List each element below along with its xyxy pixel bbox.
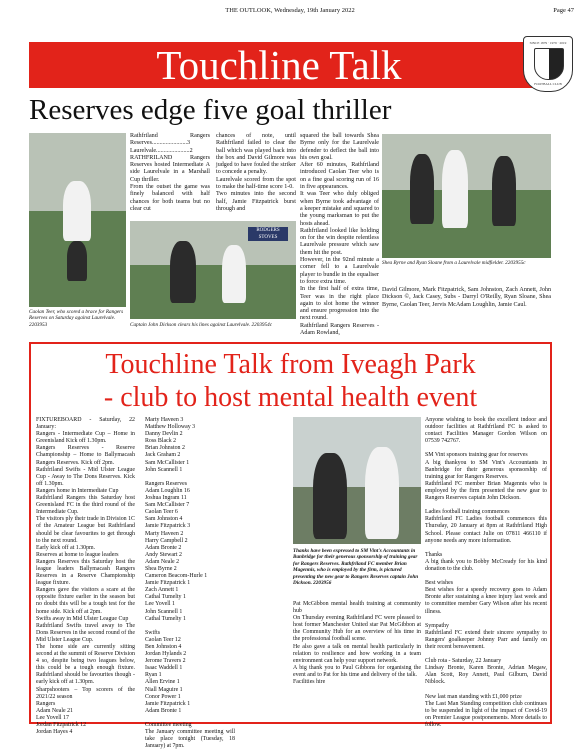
club-crest bbox=[523, 36, 573, 92]
photo-training-gear bbox=[293, 417, 421, 544]
photo-caolan-teer bbox=[29, 133, 126, 307]
crest-tag: SINCE 1879 · 1979 · 2019 bbox=[529, 41, 567, 45]
photo1-caption: Caolan Teer, who scored a brace for Rangers Reserves on Saturday against Laurelvale. 2203953 bbox=[29, 309, 124, 328]
article2-headline: Touchline Talk from Iveagh Park - club to host mental health event bbox=[103, 349, 478, 413]
page-number: Page 47 bbox=[553, 7, 574, 14]
crest-bottom: FOOTBALL CLUB bbox=[534, 82, 562, 86]
article2-column-3: Pat McGibbon mental health training at community hub On Thursday evening Rathfriland FC were pleased to host former Manchester United star Pat McGibbon at the Community Hub for an overview of his time in the professional football scene. He also gave a talk on mental health particularly in relation to resilience and how working in a team environment can help your support network. A big thank you to Paul Gibbons for organising the event and to Pat for his time and delivery of the talk. Facilities hire bbox=[293, 601, 421, 686]
article1-headline: Reserves edge five goal thriller bbox=[29, 94, 392, 126]
touchline-banner bbox=[29, 42, 552, 88]
photo2-sign: RODGERS STOVES bbox=[248, 227, 288, 241]
photo3-caption: Shea Byrne and Ryan Sloane from a Laurelvale midfielder. 2203955c bbox=[382, 260, 526, 266]
article1-column-3: squared the ball towards Shea Byrne only for the Laurelvale defender to deflect the ball into his own goal. After 60 minutes, Rathfriland introduced Caolan Teer who is on a fine goal scoring run of 16 in five appearances. It was Teer who duly obliged when Byrne took advantage of a keeper mistake and squared to the young marksman to put the hosts ahead. Rathfriland looked like holding on for the win despite relentless Laurelvale pressure which saw them hit the post. However, in the 92nd minute a corner fell to a Laurelvale player to bundle in the equaliser to force extra time. In the first half of extra time, Teer was in the right place again to slot home the winner and ensure progression into the next round. Rathfriland Rangers Reserves - Adam Rowland, bbox=[300, 133, 379, 337]
article2-photo-caption: Thanks have been expressed to SM Vint's Accountants in Banbridge for their generous sponsorship of training gear for Rangers Reserves. Rathfriland FC member Brian Magennis, who is employed by the firm, is pictured presenting the new gear to Rangers Reserves captain John Dickson. 2203956 bbox=[293, 548, 419, 587]
article1-column-2: chances of note, until Rathfriland failed to clear the ball which was played back into the box and David Gilmore was judged to have fouled the striker to concede a penalty. Laurelvale scored from the spot to make the half-time score 1-0. Two minutes into the second half, Jamie Fitzpatrick burst through and bbox=[216, 133, 296, 212]
article2-column-4: Anyone wishing to book the excellent indoor and outdoor facilities at Rathfriland FC is asked to contact Facilities Manager Gordon Wilson on 07539 742767. SM Vint sponsors training gear for reserves A big thankyou to SM Vint's Accountants in Banbridge for their generous sponsorship of training gear for Rangers Reserves. Rathfriland FC member Brian Magennis who is employed by the firm presented the new gear to Rangers Reserves captain John Dickson. Ladies football training commences Rathfriland FC Ladies football commences this Thursday, 20 January at 8pm at Rathfriland High School. Please contact Julie on 07811 466110 if anyone needs any more information. Thanks A big thank you to Bobby McCready for his kind donation to the club. Best wishes Best wishes for a speedy recovery goes to Adam Bronte after sustaining a knee injury last week and to committee member Gary Wilson after his recent illness. Sympathy Rathfriland FC extend their sincere sympathy to Rangers' goalkeeper Johnny Parr and family on their recent bereavement. Club rota - Saturday, 22 January Lindsay Bronte, Karen Bronte, Adrian Megaw, Alan Scott, Roy Annett, Paul Gilburn, David Niblock. New last man standing with £1,000 prize The Last Man Standing competition club continues to be suspended in light of the impact of Covid-19 on Premier League postponements. More details to follow. bbox=[425, 417, 547, 729]
photo2-caption: Captain John Dickson clears his lines against Laurelvale. 2203954c bbox=[130, 322, 273, 328]
shield-icon bbox=[534, 48, 564, 80]
page-header bbox=[0, 5, 580, 19]
banner-title: Touchline Talk bbox=[156, 42, 402, 88]
article1-column-1: Rathfriland Rangers Reserves.......................3 Laurelvale......................2 RATHFRILAND Rangers Reserves hosted Intermediate A side Laurelvale in a Marshall Cup thriller. From the outset the game was finely balanced with half chances for both teams but no clear cut bbox=[130, 133, 210, 212]
article1-column-4: David Gilmore, Mark Fitzpatrick, Sam Johnston, Zach Annett, John Dickson ©, Jack Casey, Subs - Darryl O'Reilly, Ryan Sloane, Shea Byrne, Caolan Teer, Jervis McAdam Loughlin, Jamie Caul. bbox=[382, 287, 551, 308]
publication-line: THE OUTLOOK, Wednesday, 19th January 2022 bbox=[225, 7, 355, 14]
photo-shea-byrne bbox=[382, 134, 551, 258]
article2-column-1: FIXTUREBOARD - Saturday, 22 January: Rangers - Intermediate Cup – Home in Greenisland Kick off 1.30pm. Rangers Reserves - Reserve Championship – Home to Ballymacash Rangers Reserves. Kick off 2pm. Rathfriland Swifts - Mid Ulster League Cup - Away to The Dons Reserves. Kick off 1.30pm. Rangers home in Intermediate Cup Rathfriland Rangers this Saturday host Greenisland FC in the third round of the Intermediate Cup. The visitors ply their trade in Division 1C of the Amateur League but Rathfriland should be clear favourites to get through to the next round. Early kick off at 1.30pm. Reserves at home to league leaders Rangers Reserves this Saturday host the league leaders Ballymacash Rangers Reserves in a Reserve Championship league fixture. Rangers gave the visitors a scare at the opposite fixture earlier in the season but no doubt this will be a tough test for the home side. Kick off at 2pm. Swifts away in Mid Ulster League Cup Rathfriland Swifts travel away to The Dons Reserves in the second round of the Mid Ulster League Cup. The home side are currently sitting second at the summit of Reserve Division 4 so, despite being two leagues below, this could be a tough enough fixture. Rathfriland should be favourites though - early kick off at 1.30pm. Sharpshooters – Top scorers of the 2021/22 season Rangers Adam Neale 21 Lee Yovell 17 Jordan Fitzpatrick 12 Jordan Hayes 4 bbox=[36, 417, 135, 736]
photo-john-dickson bbox=[130, 221, 296, 319]
article2-column-2: Marty Haveen 3 Matthew Holloway 3 Danny Devlin 2 Ross Black 2 Brian Johnston 2 Jack Graham 2 Sam McCallister 1 John Scannell 1 Rangers Reserves Adam Loughlin 16 Joshua Ingram 11 Sam McCallister 7 Caolan Teer 6 Sam Johnston 4 Jamie Fitzpatrick 3 Marty Haveen 2 Harry Campbell 2 Adam Bronte 2 Andy Stewart 2 Adam Neale 2 Shea Byrne 2 Cameron Beacom-Hurle 1 Jamie Fitzpatrick 1 Zach Annett 1 Cathal Tumelty 1 Lee Yovell 1 John Scannell 1 Cathal Tumelty 1 Swifts Caolan Teer 12 Ben Johnston 4 Jordan Hylands 2 Jerome Travers 2 Isaac Waddell 1 Ryan 1 Allen Ervine 1 Niall Maguire 1 Conor Power 1 Jamie Fitzpatrick 1 Adam Bronte 1 Committee meeting The January committee meeting will take place tonight (Tuesday, 18 January) at 7pm. bbox=[145, 417, 235, 750]
